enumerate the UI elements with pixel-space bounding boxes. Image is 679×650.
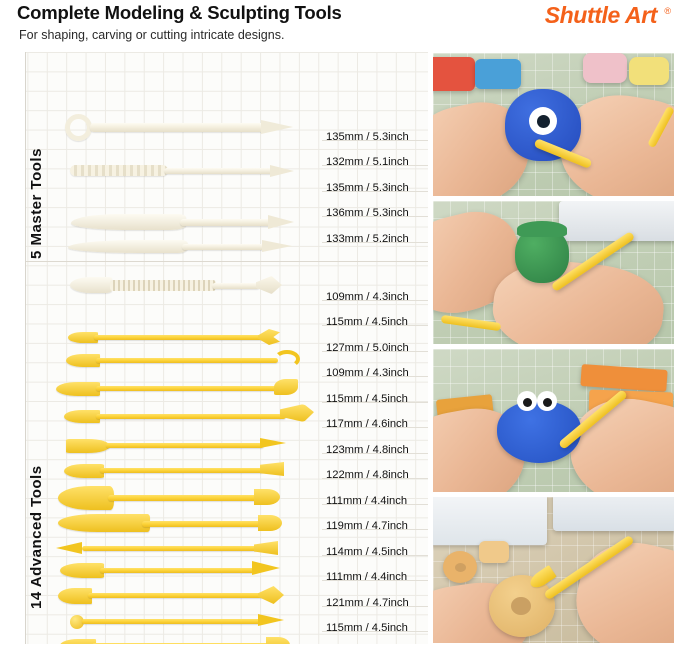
storage-box (559, 201, 675, 241)
tool-shaft (82, 619, 262, 624)
photo-2 (432, 200, 675, 345)
clay-food-piece (479, 541, 509, 563)
tool-head (66, 439, 110, 453)
tool-ring-head (65, 114, 92, 141)
tool-chisel-head (70, 277, 112, 293)
tool-serrated-edge (110, 280, 216, 291)
tool-shaft (212, 283, 260, 289)
tool-head (60, 563, 104, 578)
tool-shaft (94, 335, 264, 340)
tool-wide-blade (58, 486, 114, 510)
measurement-advanced-7: 123mm / 4.8inch (326, 444, 409, 456)
measurement-advanced-4: 109mm / 4.3inch (326, 367, 409, 379)
character-eye-pupil (523, 398, 532, 407)
page-title: Complete Modeling & Sculpting Tools (17, 2, 342, 23)
tool-shaft (164, 168, 274, 174)
photo-column (432, 52, 675, 644)
measurement-advanced-13: 121mm / 4.7inch (326, 597, 409, 609)
tool-point-tip (258, 614, 284, 626)
tool-curved-blade (71, 214, 186, 230)
measurement-advanced-2: 115mm / 4.5inch (326, 316, 408, 328)
measurement-master-5: 133mm / 5.2inch (326, 233, 409, 245)
measurement-master-2: 132mm / 5.1inch (326, 156, 409, 168)
measurement-master-4: 136mm / 5.3inch (326, 207, 409, 219)
photo-3 (432, 348, 675, 493)
tool-shaft (96, 386, 278, 391)
tool-point-tip (260, 438, 286, 448)
measurement-advanced-6: 117mm / 4.6inch (326, 418, 408, 430)
tool-spoon-tip (274, 379, 298, 395)
tool-pointed-tip (268, 215, 294, 229)
storage-box (432, 496, 547, 545)
measurement-master-3: 135mm / 5.3inch (326, 182, 409, 194)
measurement-advanced-5: 115mm / 4.5inch (326, 393, 408, 405)
section-divider (26, 261, 428, 262)
measurement-advanced-12: 111mm / 4.4inch (326, 571, 408, 583)
monster-eye-pupil (537, 115, 550, 128)
tool-shaft (96, 358, 278, 363)
tool-knife-blade (58, 514, 150, 532)
character-eye-pupil (543, 398, 552, 407)
tool-shaft (92, 643, 272, 644)
section-label-master-tools: 5 Master Tools (28, 148, 45, 259)
tool-round-tip (258, 515, 282, 531)
tool-cone-tip (261, 120, 293, 134)
clay-figure-top (517, 221, 567, 237)
clay-block-yellow (629, 57, 669, 85)
photo-4 (432, 496, 675, 644)
tool-hook-tip (274, 350, 300, 368)
tool-head (56, 382, 100, 396)
clay-block-blue (475, 59, 521, 89)
tool-shaft (88, 593, 264, 598)
measurement-advanced-8: 122mm / 4.8inch (326, 469, 409, 481)
header (0, 0, 679, 52)
measurement-advanced-10: 119mm / 4.7inch (326, 520, 408, 532)
tool-shaft (180, 219, 272, 226)
tool-head (64, 464, 104, 478)
grid-left-margin (8, 52, 26, 644)
tool-point-tip (56, 542, 82, 554)
page-subtitle: For shaping, carving or cutting intricate designs. (19, 28, 285, 42)
storage-box (553, 496, 675, 531)
registered-trademark-icon: ® (664, 6, 671, 16)
tool-shaft (100, 468, 264, 473)
tool-shaft (108, 495, 258, 501)
clay-donut-hole (455, 563, 466, 572)
tool-shaft (96, 414, 286, 419)
tool-shaft (182, 244, 266, 250)
tool-head (66, 354, 100, 367)
brand-logo: Shuttle Art (544, 2, 657, 28)
measurement-advanced-3: 127mm / 5.0inch (326, 342, 409, 354)
tool-flat-tip (270, 165, 294, 177)
measurement-advanced-11: 114mm / 4.5inch (326, 546, 408, 558)
measurement-advanced-9: 111mm / 4.4inch (326, 495, 408, 507)
tool-head (58, 588, 92, 604)
tool-shaft (106, 443, 264, 448)
tool-shaft (82, 546, 258, 551)
tool-shaft (100, 568, 256, 573)
tool-head (64, 410, 100, 423)
tool-head (60, 639, 96, 644)
tool-point-tip (252, 561, 280, 575)
section-label-advanced-tools: 14 Advanced Tools (28, 465, 45, 609)
clay-character-blue (497, 401, 581, 463)
photo-1 (432, 52, 675, 197)
measurement-master-1: 135mm / 5.3inch (326, 131, 409, 143)
tool-spatula-blade (68, 240, 188, 253)
tool-shaft (90, 123, 265, 132)
tools-chart-panel (8, 52, 428, 644)
tool-ribbed-grip (70, 165, 168, 176)
clay-donut-hole (511, 597, 531, 615)
tool-round-tip (254, 489, 280, 505)
clay-block-pink (583, 53, 627, 83)
measurement-advanced-1: 109mm / 4.3inch (326, 291, 409, 303)
measurement-advanced-14: 115mm / 4.5inch (326, 622, 408, 634)
tool-shaft (142, 521, 262, 527)
tool-taper-tip (262, 240, 292, 252)
clay-block-red (432, 57, 475, 91)
